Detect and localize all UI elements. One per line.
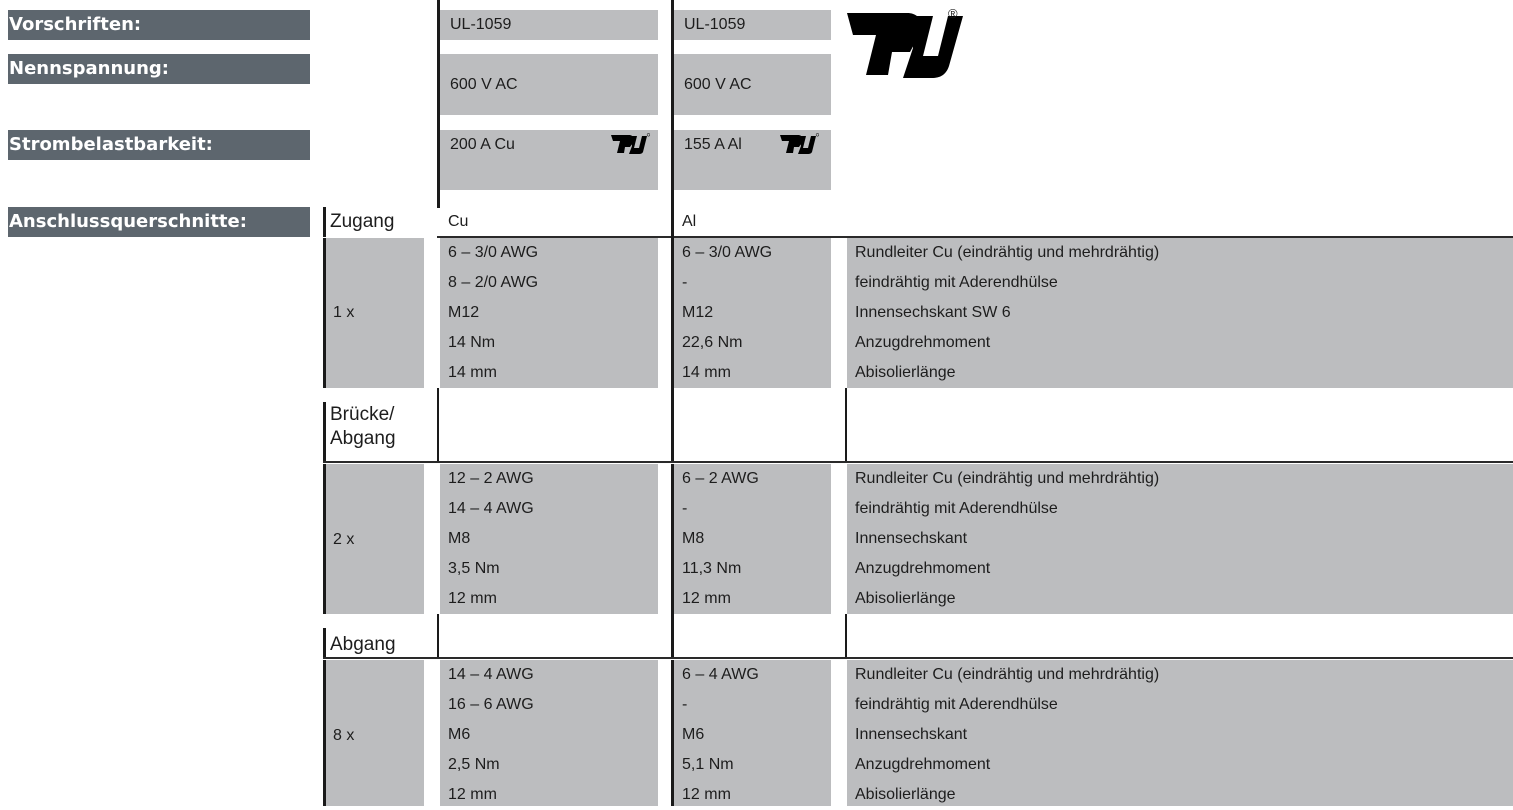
al-value: 12 mm <box>682 786 731 803</box>
cu-value: 14 – 4 AWG <box>448 500 534 517</box>
divider-bruecke-left <box>437 388 439 462</box>
spec-current-al-cell <box>674 130 831 190</box>
col-header-cu: Cu <box>448 213 469 230</box>
al-value: 22,6 Nm <box>682 334 743 351</box>
al-value: M12 <box>682 304 714 321</box>
desc-value: Innensechskant <box>855 726 968 743</box>
desc-value: Anzugdrehmoment <box>855 560 991 577</box>
cu-value: 14 Nm <box>448 334 496 351</box>
cu-value: 2,5 Nm <box>448 756 500 773</box>
al-value: M8 <box>682 530 705 547</box>
al-value: - <box>682 500 688 517</box>
desc-value: Rundleiter Cu (eindrähtig und mehrdrähtig) <box>855 666 1160 683</box>
group-2-cu-values <box>448 464 534 614</box>
header-nennspannung: Nennspannung: <box>8 54 310 84</box>
rule-group-3 <box>323 657 1513 659</box>
spec-current-al: 155 A Al <box>684 136 742 153</box>
group-1-descriptions <box>855 238 1159 388</box>
spec-voltage-al: 600 V AC <box>674 54 831 115</box>
cu-value: 12 – 2 AWG <box>448 470 534 487</box>
rule-group-2 <box>323 461 1513 463</box>
divider-abgang <box>671 614 674 658</box>
al-value: - <box>682 696 688 713</box>
desc-value: Abisolierlänge <box>855 786 956 803</box>
count-3: 8 x <box>333 727 355 744</box>
left-bar-2 <box>323 464 326 614</box>
al-value: 5,1 Nm <box>682 756 734 773</box>
cu-value: 14 – 4 AWG <box>448 666 534 683</box>
divider-abgang-desc <box>845 614 847 658</box>
desc-value: Abisolierlänge <box>855 364 956 381</box>
cu-value: 3,5 Nm <box>448 560 500 577</box>
cu-value: M12 <box>448 304 480 321</box>
group-3-descriptions <box>855 660 1159 810</box>
label-zugang: Zugang <box>330 211 395 232</box>
spec-current-cu: 200 A Cu <box>450 136 515 153</box>
al-value: M6 <box>682 726 705 743</box>
cu-value: M6 <box>448 726 471 743</box>
col-divider-g2 <box>671 464 674 614</box>
divider-abgang-left <box>437 614 439 658</box>
group-2-descriptions <box>855 464 1159 614</box>
cu-value: 12 mm <box>448 590 497 607</box>
al-value: 11,3 Nm <box>682 560 742 577</box>
group-3-al-values <box>682 660 759 810</box>
header-anschlussquerschnitte: Anschlussquerschnitte: <box>8 207 310 237</box>
cu-value: 6 – 3/0 AWG <box>448 244 539 261</box>
cu-value: M8 <box>448 530 471 547</box>
desc-value: Anzugdrehmoment <box>855 334 991 351</box>
label-bruecke-abgang: Brücke/ Abgang <box>330 404 396 449</box>
cu-value: 8 – 2/0 AWG <box>448 274 539 291</box>
desc-value: Innensechskant <box>855 530 968 547</box>
al-value: 6 – 2 AWG <box>682 470 759 487</box>
desc-value: Rundleiter Cu (eindrähtig und mehrdrähtig) <box>855 244 1160 261</box>
label-abgang: Abgang <box>330 634 396 655</box>
abgang-bar <box>323 628 326 658</box>
bruecke-bar <box>323 402 326 462</box>
count-1: 1 x <box>333 304 355 321</box>
group-3-cu-values <box>448 660 534 810</box>
col-header-al: Al <box>682 213 697 230</box>
cu-value: 14 mm <box>448 364 497 381</box>
desc-value: feindrähtig mit Aderendhülse <box>855 696 1058 713</box>
left-bar-1 <box>323 238 326 388</box>
count-cell-1 <box>326 238 424 388</box>
divider-bruecke-desc <box>845 388 847 462</box>
cu-value: 16 – 6 AWG <box>448 696 534 713</box>
count-cell-3 <box>326 660 424 806</box>
group-1-cu-values <box>448 238 538 388</box>
registered-mark: ® <box>948 6 958 21</box>
count-cell-2 <box>326 464 424 614</box>
col-divider-g1 <box>671 207 674 388</box>
spec-standard-al: UL-1059 <box>674 10 831 40</box>
spec-standard-cu: UL-1059 <box>440 10 658 40</box>
desc-value: Rundleiter Cu (eindrähtig und mehrdrähtig) <box>855 470 1160 487</box>
desc-value: Abisolierlänge <box>855 590 956 607</box>
spec-current-cu-cell <box>440 130 658 190</box>
desc-value: feindrähtig mit Aderendhülse <box>855 274 1058 291</box>
ul-mark-icon <box>610 133 650 155</box>
al-value: - <box>682 274 688 291</box>
cu-value: 12 mm <box>448 786 497 803</box>
al-value: 12 mm <box>682 590 731 607</box>
left-bar-3 <box>323 660 326 806</box>
group-2-al-values <box>682 464 759 614</box>
al-value: 6 – 4 AWG <box>682 666 759 683</box>
spec-voltage-cu: 600 V AC <box>440 54 658 115</box>
ul-mark-icon <box>779 133 819 155</box>
header-strombelastbarkeit: Strombelastbarkeit: <box>8 130 310 160</box>
desc-value: Anzugdrehmoment <box>855 756 991 773</box>
col-divider-g3 <box>671 660 674 806</box>
al-value: 14 mm <box>682 364 731 381</box>
group-1-al-values <box>682 238 772 388</box>
desc-value: feindrähtig mit Aderendhülse <box>855 500 1058 517</box>
al-value: 6 – 3/0 AWG <box>682 244 773 261</box>
count-2: 2 x <box>333 531 355 548</box>
zugang-bar <box>323 207 326 237</box>
header-vorschriften: Vorschriften: <box>8 10 310 40</box>
desc-value: Innensechskant SW 6 <box>855 304 1011 321</box>
divider-bruecke <box>671 388 674 462</box>
